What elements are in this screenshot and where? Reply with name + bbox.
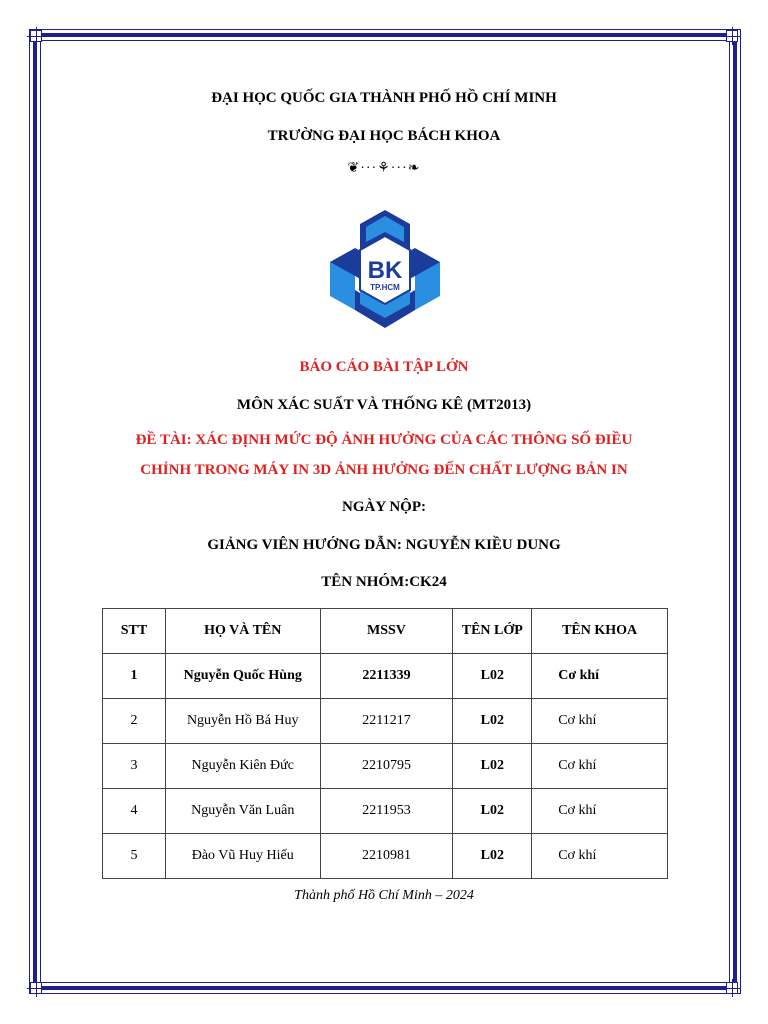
cell-stt: 4 [103,789,166,834]
divider-ornament: ❦···⚘···❧ [347,161,421,176]
cell-name: Nguyễn Kiên Đức [165,744,320,789]
cell-class: L02 [453,744,532,789]
topic-line-2: CHỈNH TRONG MÁY IN 3D ẢNH HƯỞNG ĐẾN CHẤT LƯỢNG BẢN IN [140,462,628,478]
table-row [103,654,668,699]
subject-title: MÔN XÁC SUẤT VÀ THỐNG KÊ (MT2013) [236,397,532,413]
cell-class: L02 [453,699,532,744]
report-title: BÁO CÁO BÀI TẬP LỚN [299,359,469,375]
logo-text: BK [367,257,403,284]
table-row [103,834,668,879]
cell-name: Nguyễn Quốc Hùng [165,654,320,699]
cell-mssv: 2211339 [320,654,453,699]
cell-stt: 1 [103,654,166,699]
table-row [103,789,668,834]
cell-class: L02 [453,789,532,834]
cell-mssv: 2211217 [320,699,453,744]
cell-name: Nguyễn Văn Luân [165,789,320,834]
cell-stt: 3 [103,744,166,789]
logo-subtext: TP.HCM [370,283,400,292]
cell-stt: 2 [103,699,166,744]
school-name: TRƯỜNG ĐẠI HỌC BÁCH KHOA [267,128,501,144]
corner-ornament [726,982,738,994]
lecturer-name: GIẢNG VIÊN HƯỚNG DẪN: NGUYỄN KIỀU DUNG [207,537,561,553]
header-mssv: MSSV [320,609,453,654]
university-name: ĐẠI HỌC QUỐC GIA THÀNH PHỐ HỒ CHÍ MINH [211,90,557,106]
header-class: TÊN LỚP [453,609,532,654]
header-faculty: TÊN KHOA [532,609,668,654]
submit-date: NGÀY NỘP: [341,499,427,515]
bk-logo [330,210,440,330]
cell-faculty: Cơ khí [532,699,668,744]
cell-faculty: Cơ khí [532,654,668,699]
corner-ornament [30,982,42,994]
table-header-row [103,609,668,654]
header-name: HỌ VÀ TÊN [165,609,320,654]
cell-class: L02 [453,654,532,699]
cell-mssv: 2210981 [320,834,453,879]
header-stt: STT [103,609,166,654]
members-table [102,608,668,879]
cell-mssv: 2211953 [320,789,453,834]
cell-class: L02 [453,834,532,879]
footer-location-year: Thành phố Hồ Chí Minh – 2024 [294,888,474,903]
cell-faculty: Cơ khí [532,834,668,879]
table-row [103,744,668,789]
corner-ornament [30,30,42,42]
cell-mssv: 2210795 [320,744,453,789]
group-name: TÊN NHÓM:CK24 [321,574,447,590]
corner-ornament [726,30,738,42]
cell-faculty: Cơ khí [532,744,668,789]
cell-stt: 5 [103,834,166,879]
table-row [103,699,668,744]
cell-name: Đào Vũ Huy Hiếu [165,834,320,879]
cell-name: Nguyễn Hồ Bá Huy [165,699,320,744]
cell-faculty: Cơ khí [532,789,668,834]
topic-line-1: ĐỀ TÀI: XÁC ĐỊNH MỨC ĐỘ ẢNH HƯỞNG CỦA CÁC THÔNG SỐ ĐIỀU [135,432,633,448]
